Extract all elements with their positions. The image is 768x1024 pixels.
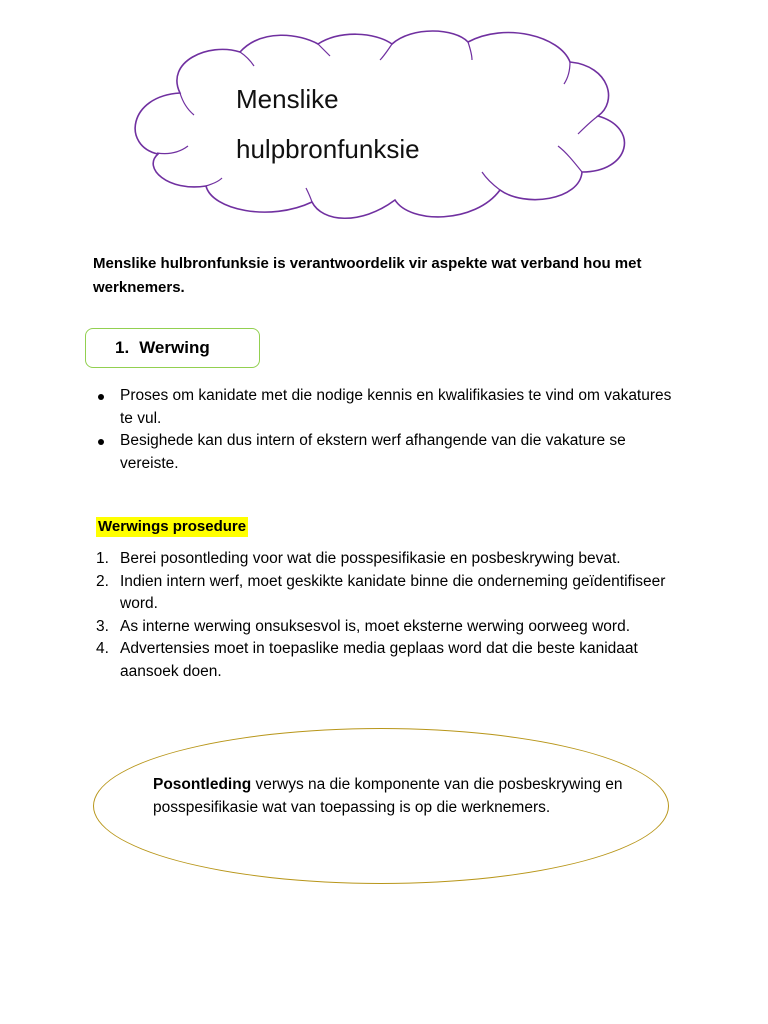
bullet-text: Proses om kanidate met die nodige kennis en kwalifikasies te vind om vakatures te vul. <box>120 387 672 427</box>
step-text: Indien intern werf, moet geskikte kanidate binne die onderneming geïdentifiseer word. <box>120 572 666 612</box>
list-item <box>96 571 686 616</box>
step-number: 2. <box>96 572 109 590</box>
section-heading <box>115 338 210 358</box>
step-text: Advertensies moet in toepaslike media geplaas word dat die beste kanidaat aansoek doen. <box>120 640 638 680</box>
step-number: 4. <box>96 640 109 657</box>
definition-body: verwys na die komponente van die posbeskrywing en posspesifikasie wat van toepassing is op die werknemers. <box>153 776 623 816</box>
step-text: As interne werwing onsuksesvol is, moet eksterne werwing oorweeg word. <box>120 617 631 635</box>
intro-paragraph: Menslike hulbronfunksie is verantwoordelik vir aspekte wat verband hou met werknemers. <box>93 255 642 296</box>
definition-text <box>153 774 623 819</box>
bullet-item <box>96 430 686 475</box>
bullet-text: Besighede kan dus intern of ekstern werf afhangende van die vakature se vereiste. <box>120 432 626 472</box>
title-line-2: hulpbronfunksie <box>236 134 420 164</box>
list-item <box>96 616 686 639</box>
list-item <box>96 548 686 571</box>
section-title: Werwing <box>139 338 210 357</box>
bullet-list <box>96 385 686 475</box>
bullet-icon <box>98 394 104 400</box>
definition-term: Posontleding <box>153 776 252 793</box>
list-item <box>96 638 686 683</box>
bullet-icon <box>98 439 104 445</box>
step-text: Berei posontleding voor wat die posspesifikasie en posbeskrywing bevat. <box>120 550 621 567</box>
bullet-item <box>96 385 686 430</box>
step-number: 3. <box>96 617 109 635</box>
procedure-heading: Werwings prosedure <box>98 518 247 535</box>
title-line-1: Menslike <box>236 84 339 114</box>
step-number: 1. <box>96 550 109 567</box>
procedure-steps <box>96 548 686 683</box>
section-number: 1. <box>115 338 130 357</box>
page-title <box>236 74 420 174</box>
